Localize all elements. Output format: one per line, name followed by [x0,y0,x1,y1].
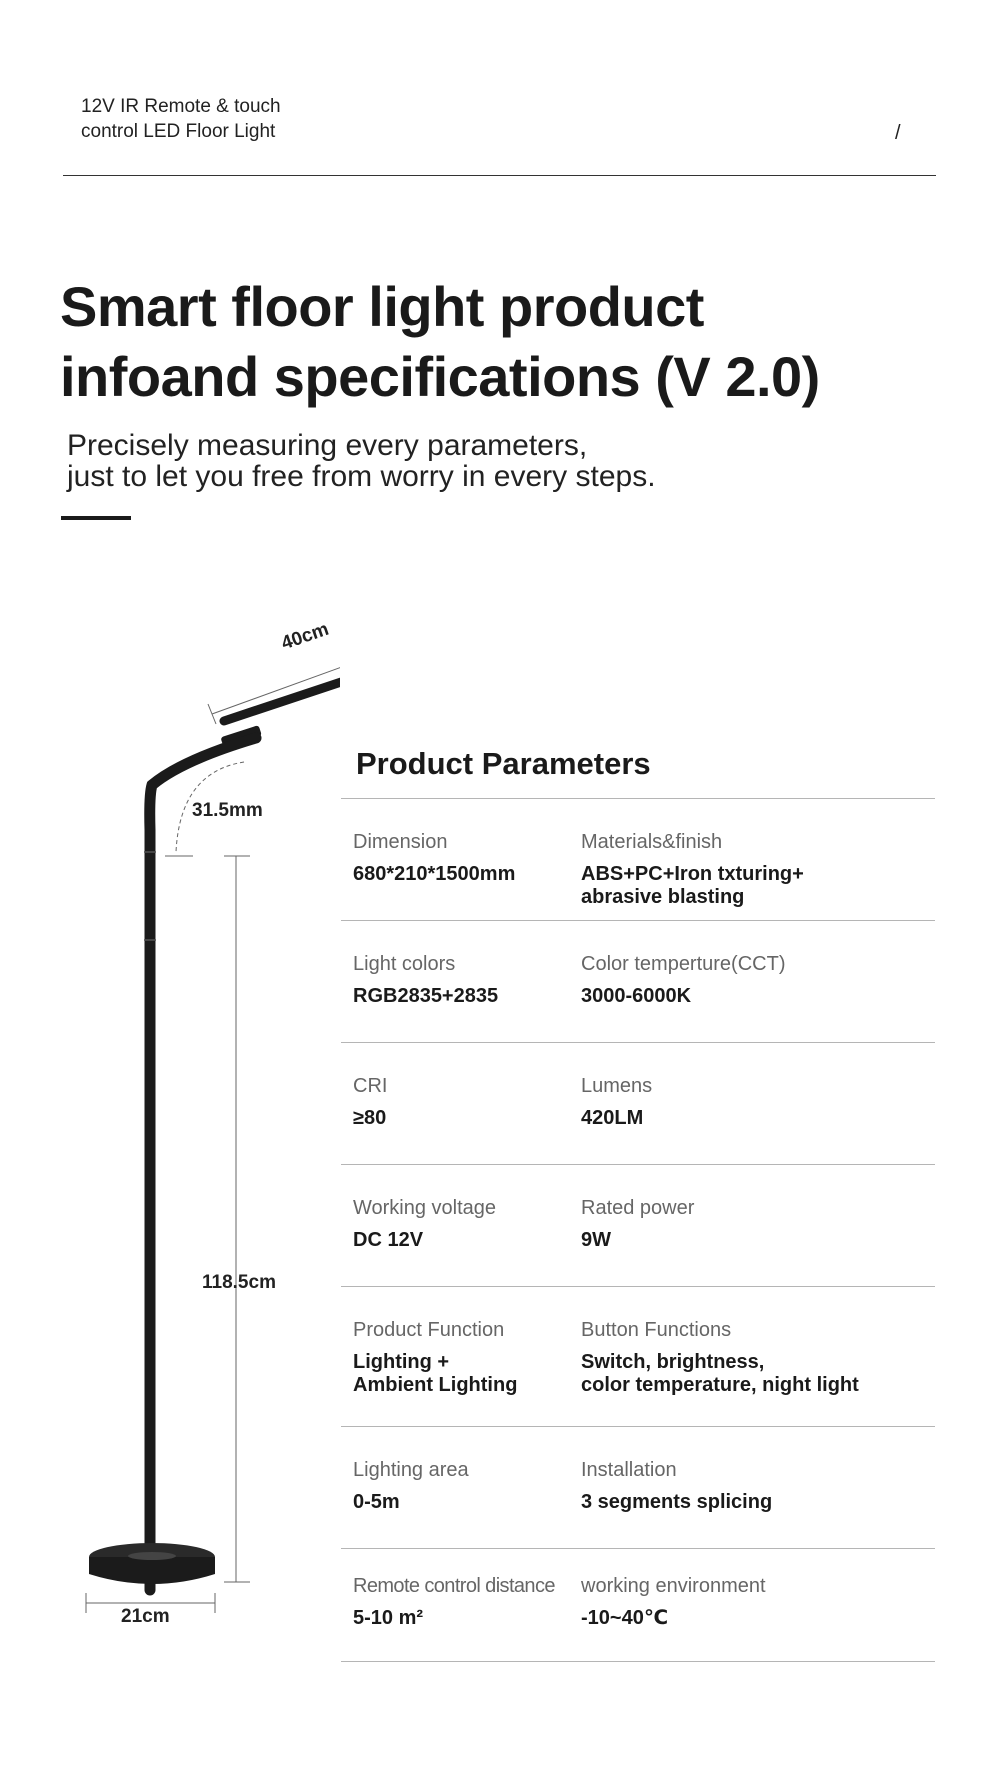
product-parameters [341,740,935,1662]
spec-cell [341,1073,569,1164]
spec-cell [569,829,935,920]
header-product-name: 12V IR Remote & touch control LED Floor Light [81,96,281,142]
spec-cell [341,829,569,920]
spec-value: 3000-6000K [581,985,692,1007]
spec-label: Color temperture(CCT) [581,953,786,975]
spec-label: Installation [581,1459,677,1481]
spec-value: 9W [581,1229,611,1251]
spec-label: Rated power [581,1197,695,1219]
page-title-line-1: Smart floor light product [60,275,704,338]
spec-label: working environment [581,1575,766,1597]
spec-label: Dimension [353,831,448,853]
spec-row [341,1427,935,1549]
page-title-line-2: infoand specifications (V 2.0) [60,345,820,408]
spec-label: Working voltage [353,1197,497,1219]
spec-cell [569,951,935,1042]
page-subtitle [67,430,967,492]
floor-lamp-illustration [0,590,340,1650]
spec-cell [569,1317,935,1426]
spec-cell [569,1457,935,1548]
header-slash: / [895,122,901,144]
spec-cell [341,1195,569,1286]
spec-value: Lighting + Ambient Lighting [353,1351,518,1396]
spec-label: Button Functions [581,1319,732,1341]
spec-cell [341,1573,569,1661]
spec-value: RGB2835+2835 [353,985,499,1007]
spec-row [341,1165,935,1287]
spec-cell [569,1573,935,1661]
spec-cell [341,1317,569,1426]
spec-label: Remote control distance [353,1575,555,1597]
spec-value: DC 12V [353,1229,424,1251]
header-divider [63,175,936,176]
spec-value: 420LM [581,1107,644,1129]
spec-cell [341,951,569,1042]
spec-value: ABS+PC+Iron txturing+ abrasive blasting [581,863,804,908]
spec-row [341,1549,935,1662]
spec-label: Lighting area [353,1459,469,1481]
base-diameter-label: 21cm [121,1606,170,1627]
spec-value: 3 segments splicing [581,1491,773,1513]
page-title [60,272,960,412]
page-subtitle-line-2: just to let you free from worry in every steps. [67,460,656,493]
title-accent-bar [61,516,131,520]
spec-cell [569,1073,935,1164]
bend-radius-label: 31.5mm [192,800,263,821]
spec-row [341,921,935,1043]
spec-value: 5-10 m² [353,1607,424,1629]
spec-cell [569,1195,935,1286]
spec-value: Switch, brightness, color temperature, night light [581,1351,859,1396]
dimension-lines [86,616,340,1613]
spec-row [341,799,935,921]
lamp-body [89,642,340,1590]
spec-value: ≥80 [353,1107,387,1129]
spec-row [341,1043,935,1165]
page-subtitle-line-1: Precisely measuring every parameters, [67,429,588,462]
product-parameters-title: Product Parameters [341,740,935,799]
pole-height-label: 118.5cm [202,1272,276,1293]
spec-row [341,1287,935,1427]
spec-value: -10~40℃ [581,1607,669,1629]
spec-label: Materials&finish [581,831,723,853]
spec-label: CRI [353,1075,388,1097]
spec-cell [341,1457,569,1548]
spec-value: 0-5m [353,1491,400,1513]
spec-label: Light colors [353,953,456,975]
spec-label: Product Function [353,1319,505,1341]
arm-length-label: 40cm [278,618,332,655]
spec-value: 680*210*1500mm [353,863,516,885]
spec-label: Lumens [581,1075,653,1097]
